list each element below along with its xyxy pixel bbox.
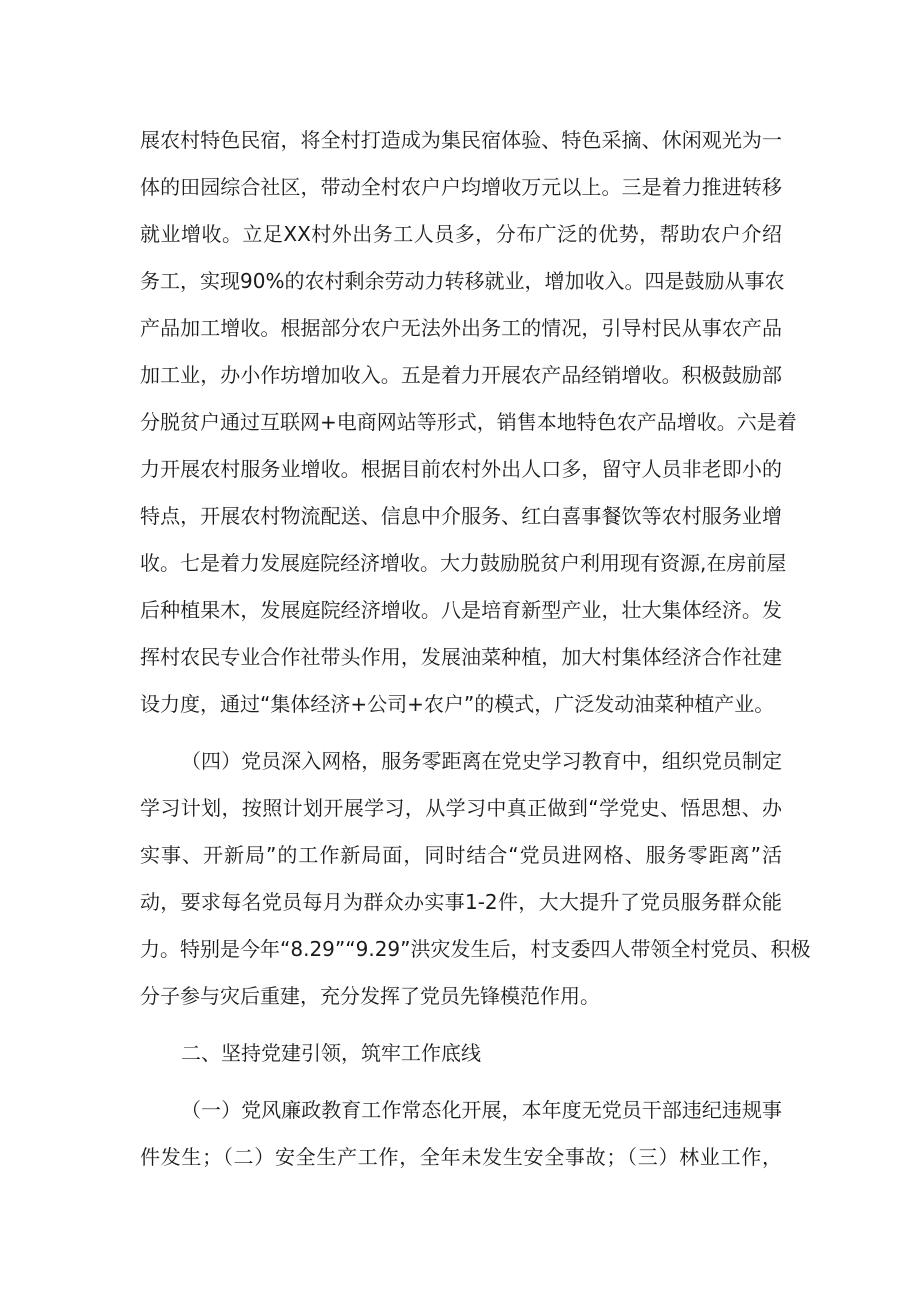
text-line: 就业增收。立足XX村外出务工人员多，分布广泛的优势，帮助农户介绍 bbox=[140, 222, 782, 246]
text-line: 挥村农民专业合作社带头作用，发展油菜种植，加大村集体经济合作社建 bbox=[140, 645, 782, 669]
text-line: 展农村特色民宿，将全村打造成为集民宿体验、特色采摘、休闲观光为一 bbox=[140, 128, 782, 152]
text-line: 件发生；（二）安全生产工作，全年未发生安全事故；（三）林业工作， bbox=[140, 1145, 782, 1169]
paragraph-first-line: （四）党员深入网格，服务零距离在党史学习教育中，组织党员制定 bbox=[181, 749, 782, 773]
text-line: 务工，实现90%的农村剩余劳动力转移就业，增加收入。四是鼓励从事农 bbox=[140, 269, 785, 293]
text-line: 分子参与灾后重建，充分发挥了党员先锋模范作用。 bbox=[140, 984, 600, 1008]
text-line: 设力度，通过“集体经济+公司+农户”的模式，广泛发动油菜种植产业。 bbox=[140, 692, 775, 716]
text-line: 学习计划，按照计划开展学习，从学习中真正做到“学党史、悟思想、办 bbox=[140, 796, 782, 820]
paragraph-first-line: （一）党风廉政教育工作常态化开展，本年度无党员干部违纪违规事 bbox=[181, 1098, 782, 1122]
text-line: 特点，开展农村物流配送、信息中介服务、红白喜事餐饮等农村服务业增 bbox=[140, 504, 782, 528]
text-line: 实事、开新局”的工作新局面，同时结合“党员进网格、服务零距离”活 bbox=[140, 843, 782, 867]
text-line: 分脱贫户通过互联网+电商网站等形式，销售本地特色农产品增收。六是着 bbox=[140, 410, 797, 434]
text-line: 收。七是着力发展庭院经济增收。大力鼓励脱贫户利用现有资源,在房前屋 bbox=[140, 551, 787, 575]
section-heading: 二、坚持党建引领，筑牢工作底线 bbox=[181, 1041, 481, 1065]
text-line: 体的田园综合社区，带动全村农户户均增收万元以上。三是着力推进转移 bbox=[140, 175, 782, 199]
text-line: 加工业，办小作坊增加收入。五是着力开展农产品经销增收。积极鼓励部 bbox=[140, 363, 782, 387]
text-line: 力开展农村服务业增收。根据目前农村外出人口多，留守人员非老即小的 bbox=[140, 457, 782, 481]
text-line: 后种植果木，发展庭院经济增收。八是培育新型产业，壮大集体经济。发 bbox=[140, 598, 782, 622]
text-line: 力。特别是今年“8.29”“9.29”洪灾发生后，村支委四人带领全村党员、积极 bbox=[140, 937, 811, 961]
text-line: 产品加工增收。根据部分农户无法外出务工的情况，引导村民从事农产品 bbox=[140, 316, 782, 340]
text-line: 动，要求每名党员每月为群众办实事1-2件，大大提升了党员服务群众能 bbox=[140, 890, 782, 914]
